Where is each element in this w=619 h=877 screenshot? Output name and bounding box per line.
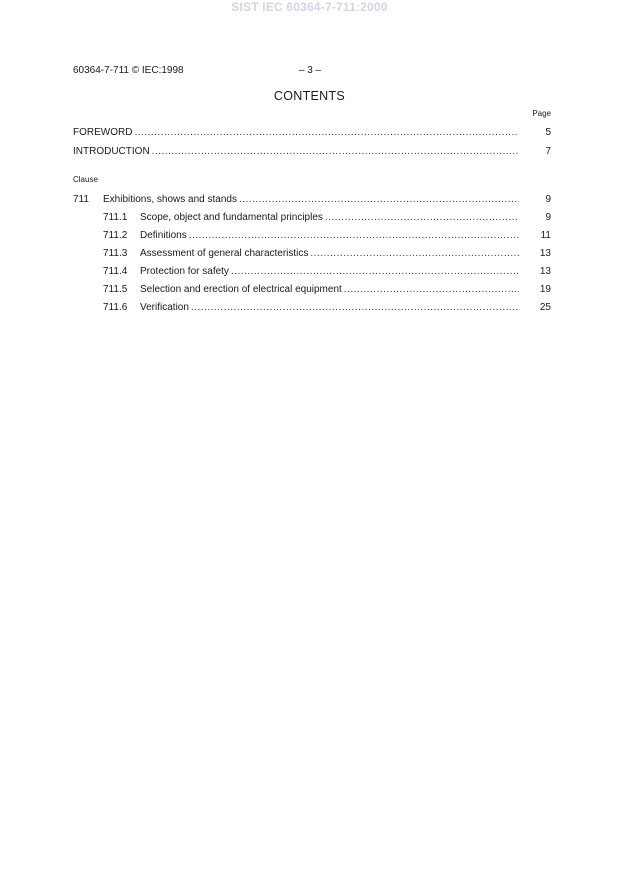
toc-entry-number: 711	[73, 194, 89, 205]
toc-entry-711-4[interactable]	[103, 266, 551, 280]
toc-entry-page: 13	[539, 248, 551, 259]
page-number: – 3 –	[298, 65, 322, 76]
toc-entry-page: 7	[545, 146, 551, 157]
watermark: SIST IEC 60364-7-711:2000	[231, 0, 388, 14]
toc-entry-page: 5	[545, 127, 551, 138]
toc-entry-introduction[interactable]	[73, 146, 551, 160]
toc-entry-title: Verification	[140, 302, 189, 313]
toc-leader-dots	[310, 248, 519, 259]
toc-leader-dots	[325, 212, 519, 223]
toc-entry-711-1[interactable]	[103, 212, 551, 226]
page-title: CONTENTS	[273, 89, 346, 103]
toc-entry-711-6[interactable]	[103, 302, 551, 316]
toc-entry-page: 9	[545, 212, 551, 223]
clause-column-label: Clause	[73, 175, 98, 184]
page-column-label: Page	[532, 109, 551, 118]
toc-entry-title: Assessment of general characteristics	[140, 248, 309, 259]
toc-leader-dots	[191, 302, 519, 313]
toc-entry-page: 9	[545, 194, 551, 205]
toc-leader-dots	[239, 194, 519, 205]
toc-leader-dots	[189, 230, 519, 241]
toc-entry-number: 711.1	[103, 212, 128, 223]
toc-entry-number: 711.6	[103, 302, 128, 313]
toc-leader-dots	[134, 127, 519, 138]
toc-leader-dots	[344, 284, 519, 295]
toc-entry-711-2[interactable]	[103, 230, 551, 244]
toc-entry-page: 11	[540, 230, 551, 241]
toc-entry-title: Selection and erection of electrical equipment	[140, 284, 342, 295]
toc-entry-number: 711.2	[103, 230, 128, 241]
toc-leader-dots	[152, 146, 519, 157]
toc-entry-711-5[interactable]	[103, 284, 551, 298]
toc-entry-title: Scope, object and fundamental principles	[140, 212, 323, 223]
toc-entry-title: Exhibitions, shows and stands	[103, 194, 237, 205]
toc-entry-number: 711.3	[103, 248, 128, 259]
toc-entry-title: Definitions	[140, 230, 187, 241]
document-reference: 60364-7-711 © IEC:1998	[73, 65, 184, 76]
toc-entry-page: 25	[539, 302, 551, 313]
toc-entry-title: FOREWORD	[73, 127, 133, 138]
toc-entry-foreword[interactable]	[73, 127, 551, 141]
toc-entry-711-3[interactable]	[103, 248, 551, 262]
toc-entry-title: Protection for safety	[140, 266, 229, 277]
toc-entry-711[interactable]	[73, 194, 551, 208]
toc-entry-page: 13	[539, 266, 551, 277]
toc-leader-dots	[231, 266, 519, 277]
toc-entry-number: 711.5	[103, 284, 128, 295]
toc-entry-page: 19	[539, 284, 551, 295]
toc-entry-title: INTRODUCTION	[73, 146, 150, 157]
toc-entry-number: 711.4	[103, 266, 128, 277]
